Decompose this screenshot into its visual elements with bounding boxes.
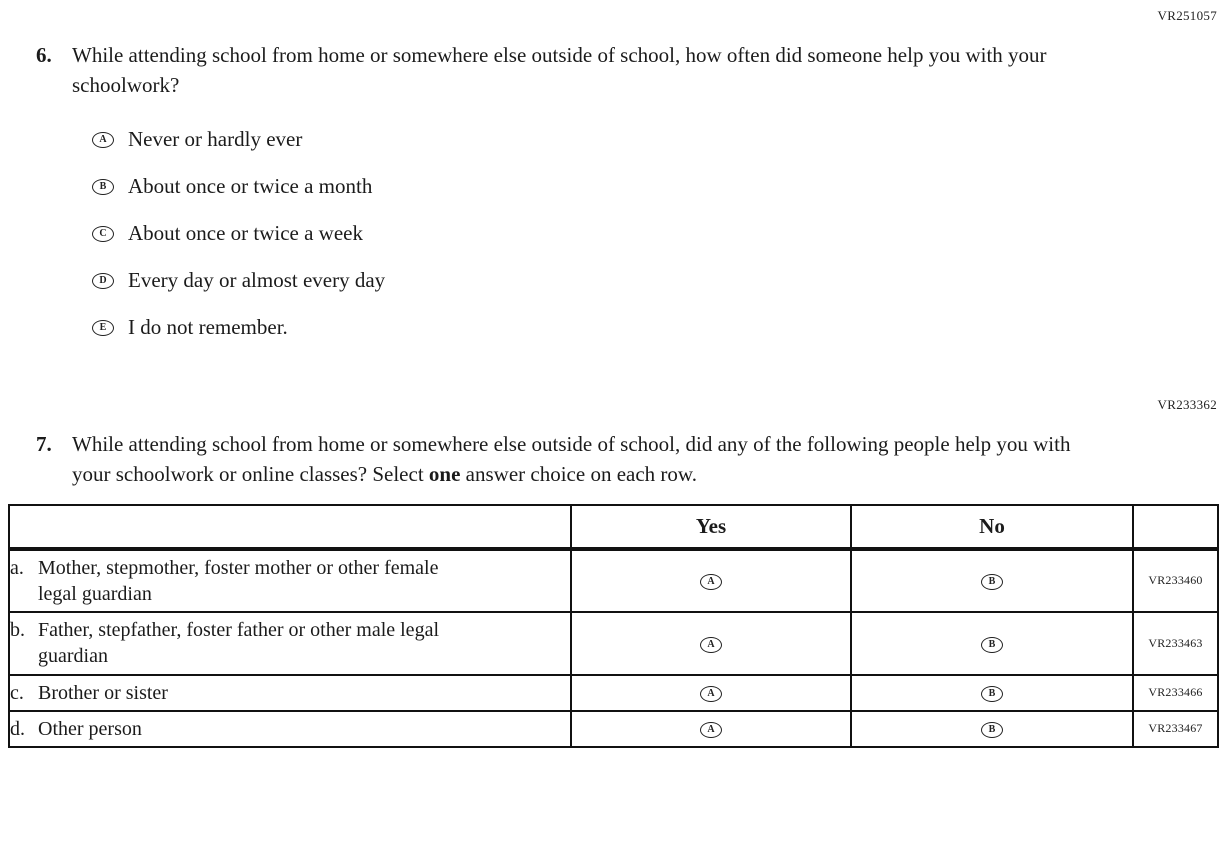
question-6-options xyxy=(92,125,1217,343)
row-b-code: VR233463 xyxy=(1133,612,1218,675)
row-a-item xyxy=(9,549,571,612)
option-label-a: Never or hardly ever xyxy=(128,127,303,152)
answer-bubble-a[interactable]: A xyxy=(92,132,114,148)
row-b-yes-bubble[interactable]: A xyxy=(700,637,722,653)
row-d-no-cell xyxy=(851,711,1133,747)
answer-bubble-b[interactable]: B xyxy=(92,179,114,195)
q6-option-e xyxy=(92,313,1217,343)
question-7-number: 7. xyxy=(36,431,52,456)
q7-text-bold: one xyxy=(428,462,461,487)
q7-text-before: While attending school from home or somewhere else outside of school, did any of the following people help you with your schoolwork or online classes? Select xyxy=(72,431,1071,487)
row-c-yes-bubble[interactable]: A xyxy=(700,686,722,702)
row-a-letter: a. xyxy=(10,556,24,579)
row-b-label: Father, stepfather, foster father or other male legal guardian xyxy=(38,619,439,668)
question-6-code: VR233362 xyxy=(1157,396,1217,412)
table-row-a xyxy=(9,549,1218,612)
q6-option-a xyxy=(92,125,1217,155)
option-label-b: About once or twice a month xyxy=(128,174,373,199)
table-row-b xyxy=(9,612,1218,675)
row-c-no-bubble[interactable]: B xyxy=(981,686,1003,702)
row-c-item xyxy=(9,675,571,711)
row-a-no-cell xyxy=(851,549,1133,612)
row-c-code: VR233466 xyxy=(1133,675,1218,711)
table-header-row xyxy=(9,505,1218,549)
q7-text-after: answer choice on each row. xyxy=(460,462,697,487)
header-blank xyxy=(9,505,571,549)
row-c-yes-cell xyxy=(571,675,851,711)
question-6-text: While attending school from home or somewhere else outside of school, how often did someone help you with your schoolwork? xyxy=(72,43,1047,98)
header-no: No xyxy=(851,505,1133,549)
row-d-yes-cell xyxy=(571,711,851,747)
question-6-number: 6. xyxy=(36,43,52,67)
row-b-no-bubble[interactable]: B xyxy=(981,637,1003,653)
row-a-yes-cell xyxy=(571,549,851,612)
row-b-letter: b. xyxy=(10,619,25,642)
row-b-yes-cell xyxy=(571,612,851,675)
option-label-c: About once or twice a week xyxy=(128,221,363,246)
row-b-no-cell xyxy=(851,612,1133,675)
q6-option-d xyxy=(92,266,1217,296)
row-c-label: Brother or sister xyxy=(38,681,168,704)
option-label-e: I do not remember. xyxy=(128,315,288,340)
answer-bubble-c[interactable]: C xyxy=(92,226,114,242)
row-c-no-cell xyxy=(851,675,1133,711)
row-d-label: Other person xyxy=(38,717,142,740)
row-d-letter: d. xyxy=(10,717,25,740)
answer-bubble-d[interactable]: D xyxy=(92,273,114,289)
question-6 xyxy=(36,40,1217,101)
q6-option-c xyxy=(92,219,1217,249)
q6-option-b xyxy=(92,172,1217,202)
row-a-code: VR233460 xyxy=(1133,549,1218,612)
row-d-item xyxy=(9,711,571,747)
row-b-item xyxy=(9,612,571,675)
question-7-text xyxy=(72,429,1084,490)
row-a-yes-bubble[interactable]: A xyxy=(700,574,722,590)
header-code-blank xyxy=(1133,505,1218,549)
question-7 xyxy=(36,429,1217,490)
row-d-no-bubble[interactable]: B xyxy=(981,722,1003,738)
option-label-d: Every day or almost every day xyxy=(128,268,386,293)
table-row-d xyxy=(9,711,1218,747)
row-d-yes-bubble[interactable]: A xyxy=(700,722,722,738)
answer-bubble-e[interactable]: E xyxy=(92,320,114,336)
row-c-letter: c. xyxy=(10,681,24,704)
page-code-top: VR251057 xyxy=(1157,8,1217,23)
table-row-c xyxy=(9,675,1218,711)
row-a-no-bubble[interactable]: B xyxy=(981,574,1003,590)
question-7-table xyxy=(8,504,1219,748)
header-yes: Yes xyxy=(571,505,851,549)
row-a-label: Mother, stepmother, foster mother or other female legal guardian xyxy=(38,556,439,605)
row-d-code: VR233467 xyxy=(1133,711,1218,747)
